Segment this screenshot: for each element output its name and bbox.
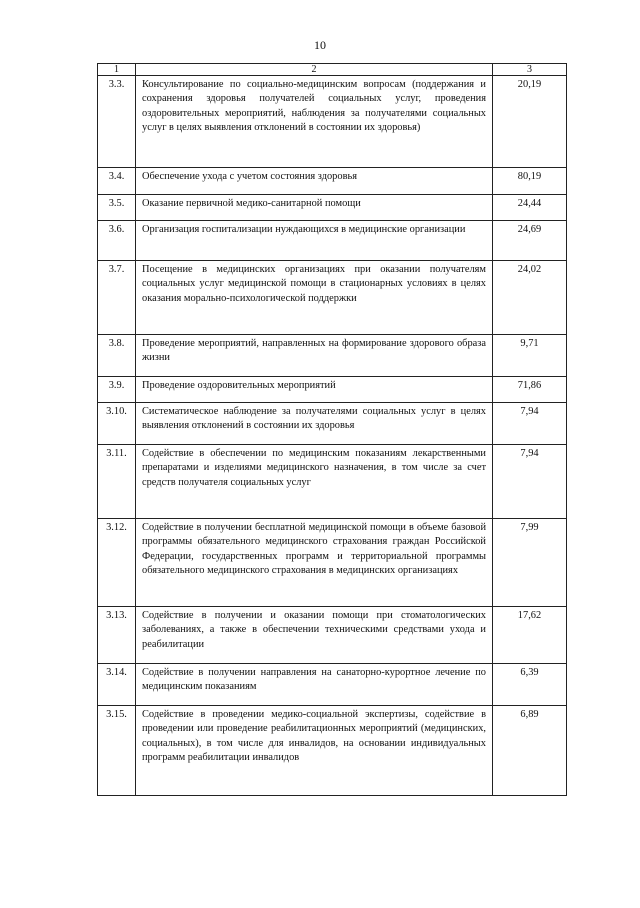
service-description: Содействие в получении бесплатной медицинской помощи в объеме базовой программы обязательного медицинского страхования граждан Российской Федерации, государственных программ и территориальной программы обязательного медицинского страхования в медицинских организациях bbox=[136, 519, 493, 607]
row-number: 3.9. bbox=[98, 377, 136, 403]
table-row bbox=[98, 664, 567, 706]
table-row bbox=[98, 261, 567, 335]
service-value: 20,19 bbox=[493, 76, 567, 168]
table-row bbox=[98, 195, 567, 221]
service-description: Оказание первичной медико-санитарной помощи bbox=[136, 195, 493, 221]
row-number: 3.10. bbox=[98, 403, 136, 445]
service-value: 17,62 bbox=[493, 607, 567, 664]
service-value: 24,02 bbox=[493, 261, 567, 335]
service-value: 6,89 bbox=[493, 706, 567, 796]
service-description: Консультирование по социально-медицинским вопросам (поддержания и сохранения здоровья получателей социальных услуг, проведения оздоровительных мероприятий, наблюдения за получателями социальных услуг в целях выявления отклонений в состоянии их здоровья) bbox=[136, 76, 493, 168]
service-description: Систематическое наблюдение за получателями социальных услуг в целях выявления отклонений в состоянии их здоровья bbox=[136, 403, 493, 445]
row-number: 3.5. bbox=[98, 195, 136, 221]
table-row bbox=[98, 706, 567, 796]
row-number: 3.7. bbox=[98, 261, 136, 335]
header-col-2: 2 bbox=[136, 64, 493, 76]
row-number: 3.4. bbox=[98, 168, 136, 195]
table-row bbox=[98, 335, 567, 377]
service-description: Проведение мероприятий, направленных на формирование здорового образа жизни bbox=[136, 335, 493, 377]
service-value: 7,99 bbox=[493, 519, 567, 607]
service-value: 7,94 bbox=[493, 403, 567, 445]
service-value: 7,94 bbox=[493, 445, 567, 519]
service-description: Содействие в проведении медико-социальной экспертизы, содействие в проведении или проведение реабилитационных мероприятий (медицинских, социальных), в том числе для инвалидов, на основании индивидуальных программ реабилитации инвалидов bbox=[136, 706, 493, 796]
service-value: 6,39 bbox=[493, 664, 567, 706]
service-value: 71,86 bbox=[493, 377, 567, 403]
row-number: 3.6. bbox=[98, 221, 136, 261]
row-number: 3.15. bbox=[98, 706, 136, 796]
service-description: Содействие в обеспечении по медицинским показаниям лекарственными препаратами и изделиями медицинского назначения, в том числе за счет средств получателя социальных услуг bbox=[136, 445, 493, 519]
service-description: Организация госпитализации нуждающихся в медицинские организации bbox=[136, 221, 493, 261]
header-col-3: 3 bbox=[493, 64, 567, 76]
header-col-1: 1 bbox=[98, 64, 136, 76]
service-value: 24,69 bbox=[493, 221, 567, 261]
service-value: 24,44 bbox=[493, 195, 567, 221]
service-description: Проведение оздоровительных мероприятий bbox=[136, 377, 493, 403]
table-row bbox=[98, 519, 567, 607]
row-number: 3.8. bbox=[98, 335, 136, 377]
table-header-row bbox=[98, 64, 567, 76]
row-number: 3.11. bbox=[98, 445, 136, 519]
service-description: Обеспечение ухода с учетом состояния здоровья bbox=[136, 168, 493, 195]
table-row bbox=[98, 445, 567, 519]
table-row bbox=[98, 607, 567, 664]
services-table bbox=[97, 63, 567, 796]
service-description: Содействие в получении и оказании помощи при стоматологических заболеваниях, а также в обеспечении техническими средствами ухода и реабилитации bbox=[136, 607, 493, 664]
table-row bbox=[98, 377, 567, 403]
table-row bbox=[98, 221, 567, 261]
table-row bbox=[98, 76, 567, 168]
row-number: 3.14. bbox=[98, 664, 136, 706]
service-value: 80,19 bbox=[493, 168, 567, 195]
row-number: 3.3. bbox=[98, 76, 136, 168]
row-number: 3.12. bbox=[98, 519, 136, 607]
service-description: Содействие в получении направления на санаторно-курортное лечение по медицинским показаниям bbox=[136, 664, 493, 706]
row-number: 3.13. bbox=[98, 607, 136, 664]
table-row bbox=[98, 168, 567, 195]
table-row bbox=[98, 403, 567, 445]
service-value: 9,71 bbox=[493, 335, 567, 377]
page-number: 10 bbox=[314, 38, 326, 52]
service-description: Посещение в медицинских организациях при оказании получателям социальных услуг медицинской помощи в стационарных условиях в целях оказания морально-психологической поддержки bbox=[136, 261, 493, 335]
